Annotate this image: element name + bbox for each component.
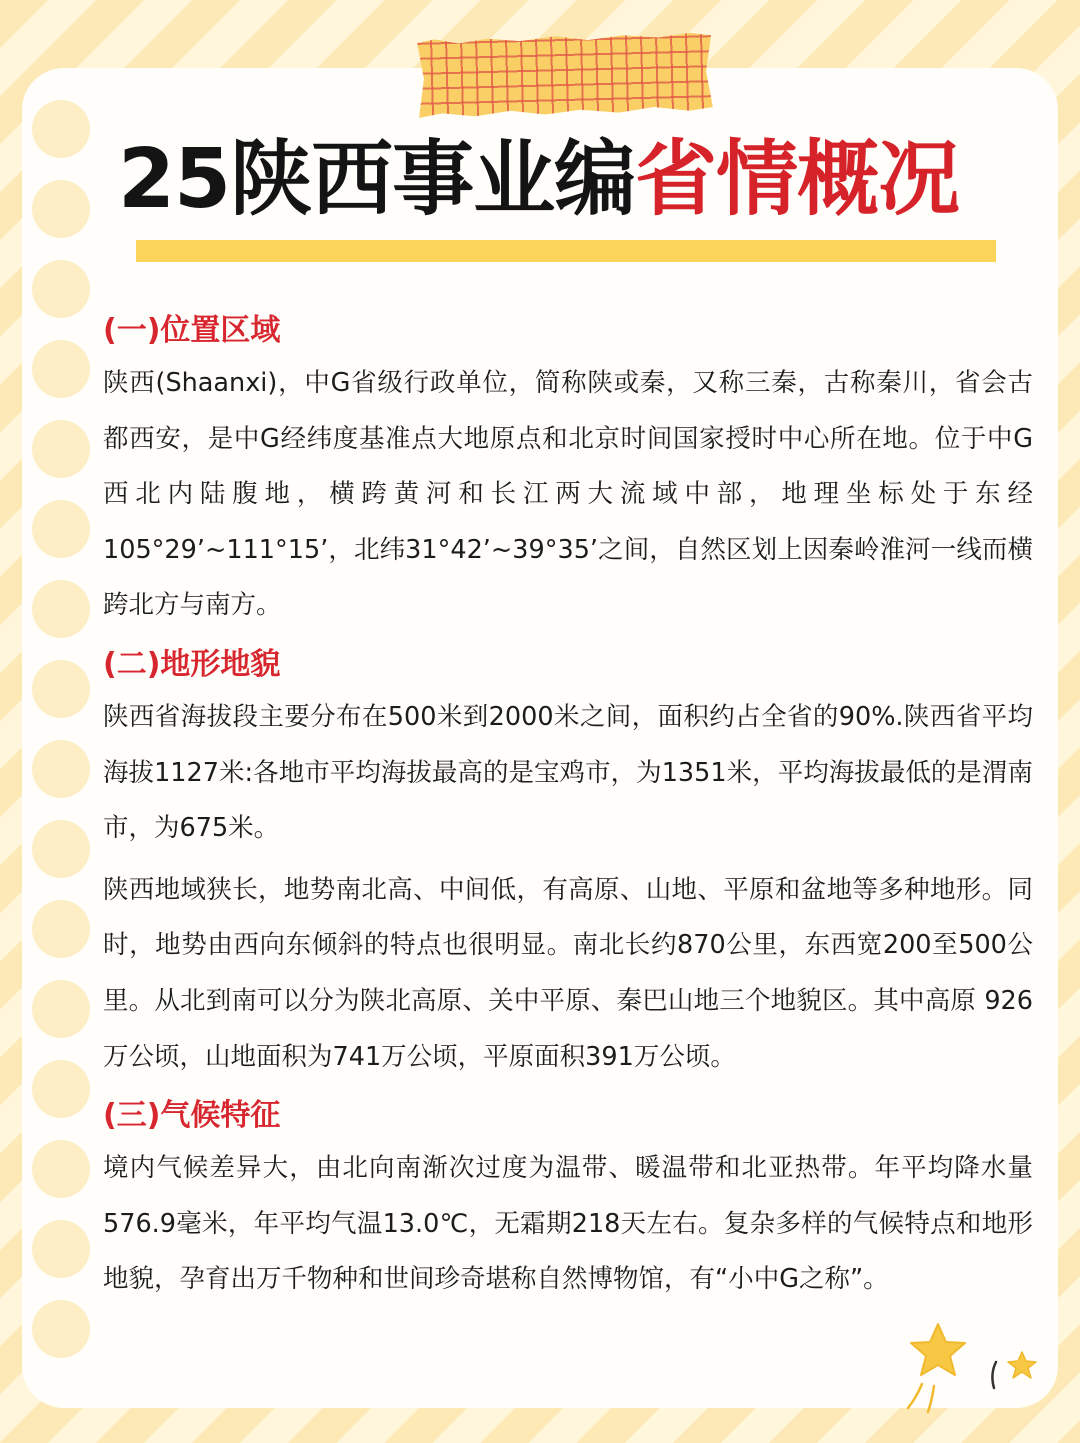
star-icon: [911, 1324, 965, 1375]
ring-hole: [32, 180, 90, 238]
section-heading: (二)地形地貌: [103, 646, 281, 682]
ring-hole: [32, 820, 90, 878]
ring-hole: [32, 1300, 90, 1358]
ring-hole: [32, 980, 90, 1038]
ring-hole: [32, 1060, 90, 1118]
small-star-icon: [1008, 1352, 1036, 1378]
ring-hole: [32, 420, 90, 478]
ring-hole: [32, 1140, 90, 1198]
ring-hole: [32, 340, 90, 398]
section-paragraph: 境内气候差异大，由北向南渐次过度为温带、暖温带和北亚热带。年平均降水量576.9毫米，年平均气温13.0℃，无霜期218天左右。复杂多样的气候特点和地形地貌，孕育出万千物种和世间珍奇堪称自然博物馆，有“小中G之称”。: [103, 1153, 1033, 1295]
title-red: 省情概况: [635, 132, 960, 227]
ring-hole: [32, 1220, 90, 1278]
sparkle-line: [992, 1362, 996, 1388]
section-heading: (一)位置区域: [103, 313, 281, 348]
ring-hole: [32, 900, 90, 958]
ring-hole: [32, 260, 90, 318]
page-title: [118, 132, 1018, 228]
section-heading: (三)气候特征: [103, 1098, 281, 1134]
ring-hole: [32, 660, 90, 718]
ring-hole: [32, 100, 90, 158]
section-climate: [103, 1091, 1033, 1308]
ring-hole: [32, 740, 90, 798]
section-paragraph: 陕西省海拔段主要分布在500米到2000米之间，面积约占全省的90%.陕西省平均海拔1127米:各地市平均海拔最高的是宝鸡市，为1351米，平均海拔最低的是渭南市，为675米。: [103, 701, 1033, 844]
section-paragraph: 陕西地域狭长，地势南北高、中间低，有高原、山地、平原和盆地等多种地形。同时，地势由西向东倾斜的特点也很明显。南北长约870公里，东西宽200至500公里。从北到南可以分为陕北高原、关中平原、秦巴山地三个地貌区。其中高原 926万公顷，山地面积为741万公顷，平原面积391万公顷。: [103, 874, 1033, 1072]
star-decoration: [900, 1312, 1060, 1416]
motion-line: [908, 1384, 922, 1408]
ring-hole: [32, 580, 90, 638]
content: [103, 306, 1033, 1314]
section-terrain: [103, 640, 1033, 1085]
section-paragraph: 陕西(Shaanxi)，中G省级行政单位，简称陕或秦，又称三秦，古称秦川，省会古都西安，是中G经纬度基准点大地原点和北京时间国家授时中心所在地。位于中G西北内陆腹地，横跨黄河和长江两大流域中部，地理坐标处于东经105°29’~111°15’，北纬31°42’~39°35’之间，自然区划上因秦岭淮河一线而横跨北方与南方。: [103, 368, 1033, 621]
ring-hole: [32, 500, 90, 558]
title-black: 25陕西事业编: [118, 132, 636, 227]
section-location: [103, 306, 1033, 634]
title-underline: [136, 240, 996, 262]
motion-line: [928, 1386, 934, 1412]
grid-tape-icon: [417, 32, 713, 118]
